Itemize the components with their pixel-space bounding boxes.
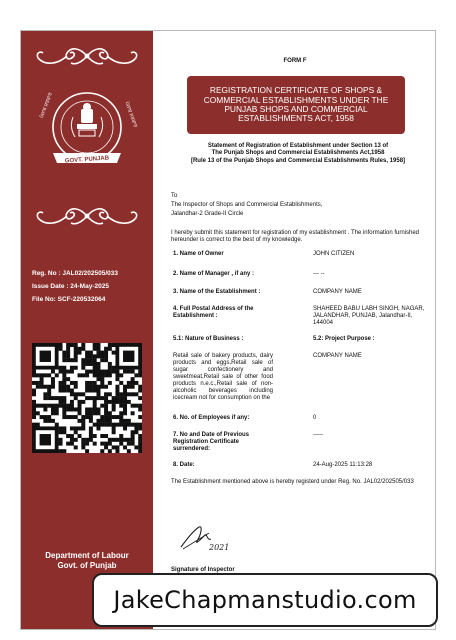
employees-value: 0	[313, 415, 317, 421]
statement-line-1: Statement of Registration of Establishment under Section 13 of	[207, 143, 389, 149]
nature-label: 5.1: Nature of Business :	[173, 336, 244, 342]
addressee-line-2: Jalandhar-2 Grade-II Circle	[171, 211, 244, 217]
sidebar-panel	[21, 31, 153, 629]
closing-text: The Establishment mentioned above is hereby registerd under Reg. No. JAL02/202505/033	[171, 479, 414, 485]
department-line-1: Department of Labour	[45, 551, 129, 560]
establishment-value: COMPANY NAME	[313, 289, 362, 295]
employees-label: 6. No. of Employees if any:	[173, 415, 250, 421]
manager-label: 2. Name of Manager , if any :	[173, 271, 255, 277]
statement-line-2: The Punjab Shops and Commercial Establishments Act,1958	[211, 150, 385, 157]
ornament-top-icon	[31, 45, 143, 67]
signature-scribble-icon	[179, 521, 229, 553]
ornament-bottom-icon	[31, 205, 143, 227]
certificate-sheet	[20, 30, 436, 630]
date-label: 8. Date:	[173, 462, 195, 468]
addressee-line-1: The Inspector of Shops and Commercial Establishments,	[171, 202, 323, 208]
seal-right-text: ਪੰਜਾਬ ਸਰਕਾਰ	[123, 101, 139, 129]
seal-left-text: ਪੰਜਾਬ ਸਰਕਾਰ	[39, 91, 54, 120]
addressee-to: To	[171, 193, 178, 199]
reg-number: Reg. No : JAL02/202505/033	[32, 270, 118, 277]
previous-registration-label: 7. No and Date of Previous Registration Certificate surrendered:	[173, 432, 250, 452]
watermark-banner: JakeChapmanstudio.com	[92, 573, 438, 627]
address-label: 4. Full Postal Address of the Establishment :	[173, 306, 254, 319]
file-number: File No: SCF-220532064	[32, 296, 106, 303]
qr-code-icon[interactable]	[32, 343, 142, 453]
certificate-title: REGISTRATION CERTIFICATE OF SHOPS & COMMERCIAL ESTABLISHMENTS UNDER THE PUNJAB SHOPS AND COMMERCIAL ESTABLISHMENTS ACT, 1958	[187, 76, 405, 134]
department-label	[21, 551, 153, 571]
signature-year: 2021	[209, 543, 229, 552]
intro-text: I hereby submit this statement for registration of my establishment . The information furnished hereunder is correct to the best of my knowledge.	[171, 230, 420, 243]
establishment-label: 3. Name of the Establishment :	[173, 289, 261, 295]
issue-date: Issue Date : 24-May-2025	[32, 283, 109, 290]
seal-ribbon-text: GOVT. PUNJAB	[64, 155, 110, 165]
address-value: SHAHEED BABU LABH SINGH, NAGAR, JALANDHAR, PUNJAB, Jalandhar-II, 144004	[313, 306, 425, 326]
manager-value: --- --	[313, 271, 325, 277]
department-line-2: Govt. of Punjab	[57, 561, 117, 570]
nature-value: Retail sale of bakery products, dairy products and eggs,Retail sale of sugar confectionery and sweetmeat,Retail sale of other food products n.e.c.,Retail sale of non-alcoholic beverages including icecream not for consumption on the	[173, 353, 273, 401]
purpose-label: 5.2: Project Purpose :	[313, 336, 375, 342]
addressee-block	[171, 192, 421, 219]
owner-label: 1. Name of Owner	[173, 251, 224, 257]
date-value: 24-Aug-2025 11:13:28	[313, 462, 373, 468]
certificate-body	[161, 31, 429, 629]
registration-meta	[32, 267, 118, 306]
statement-line-3: [Rule 13 of the Punjab Shops and Commercial Establishments Rules, 1958]	[190, 157, 406, 164]
owner-value: JOHN CITIZEN	[313, 251, 355, 257]
statement-block	[187, 143, 409, 165]
form-label: FORM F	[283, 58, 307, 64]
signature-caption: Signature of Inspector	[171, 567, 235, 573]
previous-registration-value: -----	[313, 432, 323, 438]
purpose-value: COMPANY NAME	[313, 353, 362, 359]
